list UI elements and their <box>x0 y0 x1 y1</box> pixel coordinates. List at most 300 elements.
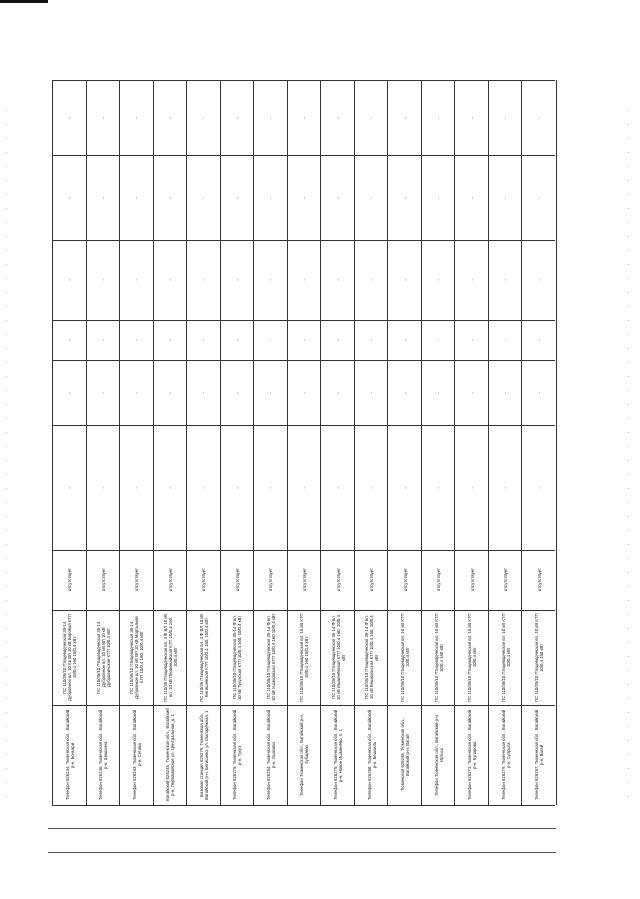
table-row <box>287 80 322 805</box>
table-grid-line <box>52 610 555 611</box>
scan-line-2 <box>48 852 556 853</box>
object-cell <box>87 610 121 705</box>
empty-cell <box>489 80 523 155</box>
empty-cell-text: - <box>134 279 140 281</box>
empty-cell-text: - <box>536 279 542 281</box>
empty-cell <box>422 360 456 425</box>
empty-cell <box>254 155 288 240</box>
address-cell-text: Телефон 626243, Тюменская обл., Вагайский р-н, Сетова <box>131 709 142 801</box>
status-cell-text: отсутствует <box>536 568 542 592</box>
object-cell <box>489 610 523 705</box>
empty-cell-text: - <box>134 339 140 341</box>
address-cell-text: Вагайский 626245, Тюменская обл., Вагайский р-н, Первомайское ул. Центральная, д. 1 <box>165 708 176 802</box>
object-cell <box>254 610 288 705</box>
empty-cell-text: - <box>335 279 341 281</box>
empty-cell <box>154 320 188 360</box>
object-cell <box>221 610 255 705</box>
empty-cell <box>489 155 523 240</box>
empty-cell-text: - <box>167 486 173 489</box>
empty-cell-text: - <box>503 391 509 394</box>
empty-cell-text: - <box>167 196 173 199</box>
empty-cell-text: - <box>100 116 106 119</box>
object-cell <box>522 610 556 705</box>
table-row <box>119 80 154 805</box>
table-row <box>86 80 121 805</box>
empty-cell <box>53 320 87 360</box>
empty-cell <box>221 320 255 360</box>
object-cell <box>388 610 422 705</box>
empty-cell <box>53 360 87 425</box>
rotated-table <box>52 80 555 805</box>
object-cell-text: ПС 110/35/10 Птицеводческая 35-14 Ф вл. 10 кВ Ишменёвская КТП 10/0,4 160, 10/0,4 кВт <box>330 615 346 700</box>
object-cell <box>53 610 87 705</box>
address-cell-text: Телефон 626276, Тюменская обл., Вагайский р-н, Тукуз <box>232 709 243 801</box>
status-cell-text: отсутствует <box>134 568 140 592</box>
empty-cell <box>522 240 556 320</box>
empty-cell <box>355 360 389 425</box>
empty-cell-text: - <box>436 486 442 489</box>
table-row <box>454 80 489 805</box>
address-cell-text: Телефон 626267, Тюменская обл., Вагайский р-н, Вагай <box>534 709 545 801</box>
empty-cell <box>422 80 456 155</box>
address-cell <box>288 705 322 805</box>
address-cell-text: Телефон 626275, Тюменская обл., Вагайский р-н, Новое Ишменёво, п. 1 <box>333 709 344 801</box>
empty-cell <box>422 155 456 240</box>
address-cell <box>455 705 489 805</box>
empty-cell-text: - <box>402 196 408 199</box>
object-cell-text: ПС 110/35/10 Птицеводческая вл. 10 кВ КТП 10/0,4 кВт <box>467 613 478 702</box>
empty-cell-text: - <box>67 279 73 281</box>
object-cell-text: ПС 110/35/10 Птицеводческая 35-14 Ф вл. 10 кВ Бешкильская КТП 10/0,4 160, 10/0,4 кВт <box>364 615 380 700</box>
empty-cell <box>87 320 121 360</box>
object-cell-text: ПС 110/35/10 Птицеводческая 35-14 Дубровное вл. 10 кВ ВЛ 10 кВ Дубровинское КТП 10/0,4 кВт <box>95 621 111 694</box>
empty-cell-text: - <box>234 196 240 199</box>
object-cell-text: ПС 110/35/10 Птицеводческая 35-14 Дубровное вл. 10 кВ ВЛ 10 кВ Мартьянов КТП 10/0,4 160, 10/0,4 кВт <box>129 616 145 699</box>
empty-cell-text: - <box>536 486 542 489</box>
object-cell <box>321 610 355 705</box>
empty-cell-text: - <box>67 196 73 199</box>
empty-cell-text: - <box>234 391 240 394</box>
table-row <box>387 80 422 805</box>
empty-cell-text: - <box>167 279 173 281</box>
empty-cell <box>321 80 355 155</box>
address-cell <box>154 705 188 805</box>
address-cell-text: Телефон 626244, Тюменская обл., Вагайский р-н, Бочкари <box>64 709 75 801</box>
empty-cell <box>489 320 523 360</box>
empty-cell-text: - <box>301 196 307 199</box>
table-grid-line <box>52 805 555 806</box>
empty-cell-text: - <box>335 196 341 199</box>
empty-cell <box>288 360 322 425</box>
address-cell <box>355 705 389 805</box>
empty-cell <box>388 155 422 240</box>
empty-cell-text: - <box>268 339 274 341</box>
object-cell <box>120 610 154 705</box>
empty-cell <box>489 360 523 425</box>
empty-cell-text: - <box>67 116 73 119</box>
table-row <box>186 80 221 805</box>
address-cell-text: Телефон 626268, Тюменская обл., Вагайский р-н, Бешкиль <box>366 709 377 801</box>
empty-cell <box>154 155 188 240</box>
empty-cell-text: - <box>369 391 375 394</box>
table-row <box>220 80 255 805</box>
status-cell <box>87 550 121 610</box>
status-cell-text: отсутствует <box>402 568 408 592</box>
empty-cell <box>187 80 221 155</box>
empty-cell-text: - <box>335 339 341 341</box>
empty-cell <box>120 360 154 425</box>
empty-cell <box>187 155 221 240</box>
status-cell <box>288 550 322 610</box>
empty-cell-text: - <box>167 339 173 341</box>
empty-cell-text: - <box>469 486 475 489</box>
empty-cell <box>53 155 87 240</box>
empty-cell <box>288 425 322 550</box>
empty-cell-text: - <box>201 196 207 199</box>
empty-cell <box>455 425 489 550</box>
empty-cell <box>422 240 456 320</box>
table-grid-line <box>52 705 555 706</box>
object-cell-text: ПС 110/35/10 Птицеводческая вл. 10 кВ КТП 10/0,4 кВт <box>500 613 511 702</box>
empty-cell-text: - <box>134 391 140 394</box>
object-cell-text: ПС 110/35/10 Птицеводческая вл. 10 кВ КТП 10/0,4 160 кВт <box>534 613 545 702</box>
empty-cell <box>455 320 489 360</box>
status-cell <box>522 550 556 610</box>
address-cell-text: Телефон 626246, Тюменская обл., Вагайский р-н, Шишкина <box>98 709 109 801</box>
empty-cell-text: - <box>469 116 475 119</box>
empty-cell <box>254 80 288 155</box>
empty-cell <box>522 360 556 425</box>
empty-cell <box>53 425 87 550</box>
status-cell <box>422 550 456 610</box>
empty-cell-text: - <box>301 339 307 341</box>
empty-cell-text: - <box>369 339 375 341</box>
empty-cell <box>154 360 188 425</box>
empty-cell <box>254 360 288 425</box>
empty-cell-text: - <box>100 196 106 199</box>
status-cell <box>187 550 221 610</box>
address-cell-text: Тюменская 626248, Тюменская обл., Вагайский р-н, Вагай <box>400 718 411 792</box>
empty-cell <box>522 425 556 550</box>
empty-cell-text: - <box>268 391 274 394</box>
object-cell-text: ПС 110/35/10 Птицеводческая 35-14 Ф вл. 10 кВ Тукузская КТП 10/0,4 160, 10/0,4 кВт <box>232 615 243 700</box>
empty-cell-text: - <box>536 391 542 394</box>
empty-cell-text: - <box>167 116 173 119</box>
object-cell <box>154 610 188 705</box>
empty-cell <box>321 425 355 550</box>
empty-cell-text: - <box>436 116 442 119</box>
table-row <box>521 80 557 805</box>
status-cell-text: отсутствует <box>100 568 106 592</box>
empty-cell <box>221 155 255 240</box>
empty-cell-text: - <box>503 196 509 199</box>
empty-cell-text: - <box>402 279 408 281</box>
status-cell-text: отсутствует <box>301 568 307 592</box>
status-cell <box>489 550 523 610</box>
empty-cell-text: - <box>536 339 542 341</box>
empty-cell <box>87 360 121 425</box>
empty-cell-text: - <box>234 486 240 489</box>
address-cell <box>422 705 456 805</box>
empty-cell-text: - <box>503 339 509 341</box>
empty-cell <box>154 425 188 550</box>
empty-cell <box>422 425 456 550</box>
empty-cell-text: - <box>268 486 274 489</box>
empty-cell <box>187 425 221 550</box>
empty-cell <box>522 320 556 360</box>
empty-cell-text: - <box>402 486 408 489</box>
empty-cell <box>254 320 288 360</box>
object-cell <box>422 610 456 705</box>
empty-cell <box>388 425 422 550</box>
empty-cell <box>221 240 255 320</box>
empty-cell <box>489 425 523 550</box>
status-cell <box>455 550 489 610</box>
table-grid-line <box>52 550 555 551</box>
empty-cell <box>254 240 288 320</box>
table-grid-line <box>52 80 555 81</box>
table-row <box>52 80 87 805</box>
status-cell <box>254 550 288 610</box>
table-row <box>488 80 523 805</box>
empty-cell-text: - <box>100 339 106 341</box>
status-cell-text: отсутствует <box>268 568 274 592</box>
empty-cell <box>221 425 255 550</box>
empty-cell <box>321 320 355 360</box>
empty-cell <box>489 240 523 320</box>
empty-cell <box>154 80 188 155</box>
empty-cell <box>455 80 489 155</box>
empty-cell <box>53 80 87 155</box>
empty-cell-text: - <box>100 486 106 489</box>
empty-cell-text: - <box>335 116 341 119</box>
empty-cell-text: - <box>503 279 509 281</box>
empty-cell <box>120 320 154 360</box>
table-row <box>253 80 288 805</box>
status-cell-text: отсутствует <box>469 568 475 592</box>
status-cell <box>53 550 87 610</box>
table-grid-line <box>52 320 555 321</box>
empty-cell <box>522 80 556 155</box>
address-cell <box>489 705 523 805</box>
empty-cell <box>288 240 322 320</box>
empty-cell-text: - <box>100 391 106 394</box>
status-cell <box>388 550 422 610</box>
empty-cell <box>455 155 489 240</box>
object-cell <box>288 610 322 705</box>
empty-cell-text: - <box>335 391 341 394</box>
empty-cell <box>221 360 255 425</box>
empty-cell-text: - <box>335 486 341 489</box>
object-cell-text: ПС 110/35/10 Птицеводческая вл. 10 кВ КТП 10/0,4 160 кВт <box>433 613 444 702</box>
table-row <box>421 80 456 805</box>
empty-cell <box>87 240 121 320</box>
empty-cell-text: - <box>402 391 408 394</box>
status-cell-text: отсутствует <box>503 568 509 592</box>
empty-cell <box>87 425 121 550</box>
empty-cell-text: - <box>167 391 173 394</box>
empty-cell <box>187 360 221 425</box>
status-cell <box>154 550 188 610</box>
table-grid-line <box>52 240 555 241</box>
empty-cell <box>388 360 422 425</box>
status-cell-text: отсутствует <box>436 568 442 592</box>
empty-cell-text: - <box>201 486 207 489</box>
object-cell-text: ПС 110/35/10 Птицеводческая вл. 10 кВ КТП 10/0,4 кВт <box>400 613 411 702</box>
empty-cell <box>388 320 422 360</box>
empty-cell-text: - <box>201 279 207 281</box>
address-cell <box>221 705 255 805</box>
empty-cell-text: - <box>369 116 375 119</box>
empty-cell-text: - <box>67 486 73 489</box>
empty-cell-text: - <box>268 196 274 199</box>
empty-cell-text: - <box>469 339 475 341</box>
empty-cell-text: - <box>201 339 207 341</box>
empty-cell-text: - <box>503 116 509 119</box>
empty-cell-text: - <box>469 391 475 394</box>
empty-cell <box>288 320 322 360</box>
address-cell-text: Телефон 626279, Тюменская обл., Вагайский р-н, Супрыга <box>500 709 511 801</box>
table-grid-line <box>52 360 555 361</box>
address-cell <box>388 705 422 805</box>
empty-cell <box>355 155 389 240</box>
status-cell-text: отсутствует <box>234 568 240 592</box>
empty-cell <box>355 320 389 360</box>
empty-cell <box>288 155 322 240</box>
address-cell <box>53 705 87 805</box>
scan-line-1 <box>48 828 556 829</box>
empty-cell-text: - <box>234 339 240 341</box>
status-cell-text: отсутствует <box>369 568 375 592</box>
table-grid-line <box>52 425 555 426</box>
empty-cell-text: - <box>100 279 106 281</box>
empty-cell-text: - <box>469 279 475 281</box>
empty-cell-text: - <box>369 196 375 199</box>
empty-cell-text: - <box>201 391 207 394</box>
status-cell <box>120 550 154 610</box>
address-cell-text: Телефон Тюменская обл., Вагайский р-н, Зубарево <box>299 713 310 797</box>
empty-cell-text: - <box>436 339 442 341</box>
empty-cell <box>388 240 422 320</box>
empty-cell <box>187 320 221 360</box>
address-cell <box>522 705 556 805</box>
empty-cell <box>120 240 154 320</box>
address-cell <box>321 705 355 805</box>
empty-cell-text: - <box>234 116 240 119</box>
empty-cell <box>221 80 255 155</box>
empty-cell-text: - <box>436 279 442 281</box>
empty-cell-text: - <box>301 279 307 281</box>
empty-cell-text: - <box>268 116 274 119</box>
empty-cell <box>355 425 389 550</box>
empty-cell <box>422 320 456 360</box>
empty-cell-text: - <box>436 391 442 394</box>
empty-cell-text: - <box>503 486 509 489</box>
object-cell-text: ПС 110/35/10 Птицеводческая 35-14 Дубровное вл. 10 Кв ВЛ 10 кВ Боровая КТП 10/0,4 160 10/0,4 кВт <box>62 613 78 702</box>
empty-cell <box>388 80 422 155</box>
empty-cell <box>120 155 154 240</box>
empty-cell <box>154 240 188 320</box>
empty-cell-text: - <box>134 116 140 119</box>
status-cell <box>321 550 355 610</box>
object-cell-text: ПС 110/35 Птицеводческая вл. 4 Ф ВЛ 10 кВ Бегишевская КТП 10/0,4 160, 10/0,4 кВт <box>198 613 209 702</box>
object-cell-text: ПС 110/35/10 Птицеводческая вл. 10 кВ КТП 10/0,4 160 10/0,4 кВт <box>299 613 310 702</box>
object-cell-text: ПС 110/35/10 Птицеводческая 35-14 Ф вл. 10 кВ Ушаковская КТП 10/0,4 160 10/0,4 кВт <box>265 613 276 702</box>
status-cell <box>221 550 255 610</box>
empty-cell-text: - <box>469 196 475 199</box>
empty-cell <box>522 155 556 240</box>
status-cell-text: отсутствует <box>167 568 173 592</box>
empty-cell-text: - <box>201 116 207 119</box>
empty-cell-text: - <box>301 391 307 394</box>
empty-cell <box>355 240 389 320</box>
empty-cell-text: - <box>67 339 73 341</box>
empty-cell <box>455 360 489 425</box>
empty-cell-text: - <box>301 486 307 489</box>
empty-cell <box>120 80 154 155</box>
empty-cell-text: - <box>536 196 542 199</box>
address-cell <box>187 705 221 805</box>
address-cell-text: Телефон 626273, Тюменская обл., Вагайский р-н, Куларово <box>467 709 478 801</box>
empty-cell-text: - <box>436 196 442 199</box>
table-grid-line <box>52 155 555 156</box>
address-cell-text: Телефон 626254, Тюменская обл., Вагайский р-н, Ушаково <box>265 709 276 801</box>
empty-cell <box>355 80 389 155</box>
table-row <box>153 80 188 805</box>
empty-cell <box>120 425 154 550</box>
address-cell <box>87 705 121 805</box>
empty-cell <box>321 240 355 320</box>
table-row <box>354 80 389 805</box>
status-cell-text: отсутствует <box>335 568 341 592</box>
empty-cell <box>187 240 221 320</box>
status-cell-text: отсутствует <box>201 568 207 592</box>
empty-cell <box>87 155 121 240</box>
empty-cell-text: - <box>369 279 375 281</box>
object-cell <box>187 610 221 705</box>
empty-cell <box>254 425 288 550</box>
empty-cell <box>87 80 121 155</box>
address-cell <box>120 705 154 805</box>
empty-cell-text: - <box>234 279 240 281</box>
empty-cell-text: - <box>369 486 375 489</box>
status-cell <box>355 550 389 610</box>
empty-cell-text: - <box>402 339 408 341</box>
object-cell-text: ПС 110/35 Птицеводческая вл. 4 Ф ВЛ 10 кВ вл. 10 кВ Первомайская КТП 10/0,4 160 10/0,4 кВт <box>162 613 178 702</box>
scan-top-bar <box>0 0 48 3</box>
empty-cell <box>455 240 489 320</box>
object-cell <box>355 610 389 705</box>
empty-cell-text: - <box>268 279 274 281</box>
empty-cell-text: - <box>67 391 73 394</box>
address-cell <box>254 705 288 805</box>
empty-cell-text: - <box>402 116 408 119</box>
empty-cell-text: - <box>536 116 542 119</box>
address-cell-text: Телефон Тюменская обл., Вагайский р-н, Иртыш <box>433 713 444 797</box>
empty-cell <box>53 240 87 320</box>
address-cell-text: Базовая станция 626279, Тюменская обл., Вагайский р-н, Бегишево, ул. Молодёжная, 1 <box>198 710 209 800</box>
empty-cell-text: - <box>134 196 140 199</box>
object-cell <box>455 610 489 705</box>
empty-cell-text: - <box>134 486 140 489</box>
empty-cell <box>321 360 355 425</box>
status-cell-text: отсутствует <box>67 568 73 592</box>
empty-cell <box>321 155 355 240</box>
table-row <box>320 80 355 805</box>
empty-cell <box>288 80 322 155</box>
scan-margin-right <box>628 110 629 810</box>
empty-cell-text: - <box>301 116 307 119</box>
